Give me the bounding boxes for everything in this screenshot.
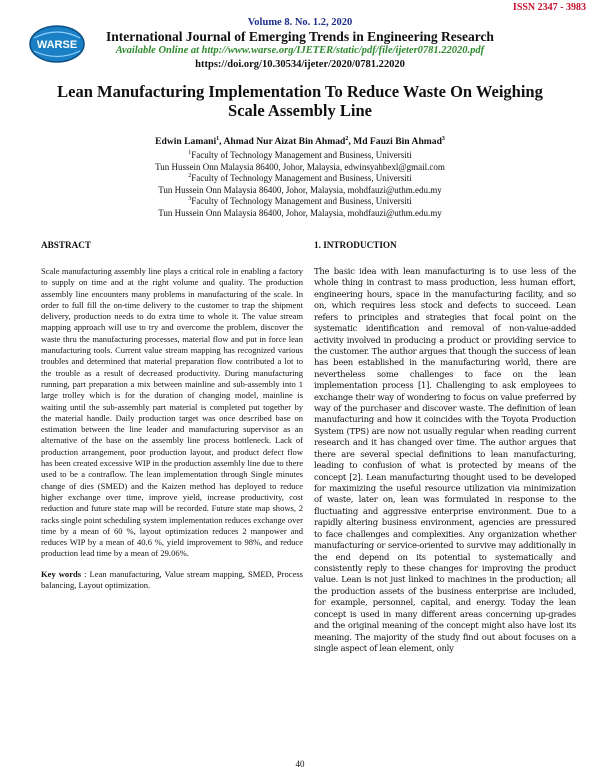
affiliations: [40, 150, 560, 220]
affiliation-text: Faculty of Technology Management and Business, Universiti: [191, 150, 412, 160]
affiliation-sup: 1: [188, 150, 192, 156]
affiliation-line: Tun Hussein Onn Malaysia 86400, Johor, Malaysia, edwinsyahbexl@gmail.com: [155, 161, 445, 172]
author-sup: 2: [345, 135, 349, 142]
affiliation-text: Faculty of Technology Management and Business, Universiti: [191, 196, 412, 207]
author-sup: 1: [216, 135, 220, 142]
abstract-heading: ABSTRACT: [41, 240, 92, 250]
affiliation-line: [40, 150, 560, 162]
affiliation-line: [40, 173, 560, 185]
affiliation-line: Tun Hussein Onn Malaysia 86400, Johor, Malaysia, mohdfauzi@uthm.edu.my: [158, 207, 442, 218]
volume-label: Volume 8. No. 1.2, 2020: [247, 17, 353, 28]
author-name: Ahmad Nur Aizat Bin Ahmad: [223, 136, 346, 147]
availability-link[interactable]: Available Online at http://www.warse.org/IJETER/static/pdf/file/ijeter0781.22020.pdf: [115, 45, 485, 56]
author-sup: 3: [441, 135, 445, 142]
doi-link[interactable]: https://doi.org/10.30534/ijeter/2020/0781.22020: [195, 59, 405, 70]
author-name: Md Fauzi Bin Ahmad: [353, 136, 442, 147]
keywords: [41, 569, 303, 592]
right-column: [314, 240, 576, 654]
abstract-text: Scale manufacturing assembly line plays a critical role in enabling a factory to supply on time and at the right volume and quality. The production assembly line encounters many problems in manufacturing of the scale. In order to full fill the on-time delivery to the customer to trap the shipment delivery, production needs to do extra time to whole it. The value stream mapping approach will use to try and overcome the problem, discover the waste thru the manufacturing processes, material flow and put in force lean manufacturing tools. Current value stream mapping has recognized various troubles and determined that material preparation flow contributed a lot to the trouble as a result of decreased productivity. During manufacturing running, part preparation a mix between mainline and sub-assembly into 1 large trolley which is for the duration of changing model, mainline is waiting until the sub-assembly part material is completed put together by the material handle. Daily production target was once described base on estimation between the line leader and manufacturing supervisor as an alternative of the base on the assembly line process bottleneck. Lack of production arrangement, poor production layout, and product defect flow has been created excessive WIP in the production assembly line due to there used to be a contraflow. The lean implementation through Single minutes change of dies (SMED) and the Kaizen method has deployed to reduce higher exchange over time, improve yield, increase productivity, cost reduction and future state map will be recorded. Future state map shows, 2 racks single point scheduling system implementation reduces exchange over time by a mean of 60 %, layout optimization reduces 2 manpower and reduces WIP by a mean of 40.6 %, yield improvement to 98%, and reduce production lead time by a mean of 29.06%.: [41, 266, 303, 559]
affiliation-text: Faculty of Technology Management and Business, Universiti: [191, 173, 412, 184]
issn-label: ISSN 2347 - 3983: [512, 2, 586, 13]
keywords-text: : Lean manufacturing, Value stream mapping, SMED, Process balancing, Layout optimization.: [41, 568, 304, 591]
journal-title: International Journal of Emerging Trends in Engineering Research: [106, 29, 494, 44]
logo-text: WARSE: [36, 39, 78, 51]
author-name: Edwin Lamani: [155, 136, 217, 147]
affiliation-line: [40, 196, 560, 208]
introduction-heading: 1. INTRODUCTION: [314, 240, 397, 250]
paper-title: Lean Manufacturing Implementation To Reduce Waste On Weighing Scale Assembly Line: [57, 82, 543, 120]
affiliation-sup: 2: [188, 173, 192, 180]
introduction-text: The basic idea with lean manufacturing is to use less of the whole thing in contrast to mass production, less human effort, engineering hours, space in the manufacturing facility, and so on, which requires less stock and defects to succeed. Lean refers to principles and strategies that focal point on the systematic identification and removal of non-value-added activity involved in producing a product or providing service to the customer. The author argues that though the success of lean has been established in the manufacturing world, there are nevertheless some challenges to face on the lean implementation process [1]. Challenging to ask employees to exchange their way of wondering to focus on value preferred by way of the purchaser and discover waste. The definition of lean manufacturing and how it coincides with the Toyota Production System (TPS) are now not usually regular when reading current research and it has changed over time. The author argues that there are several special definitions to lean manufacturing, leading to confusion of what is protected by means of the concept [2]. Lean manufacturing thought used to be developed for maximizing the useful resource utilization via minimization of waste, later on, lean was formulated in response to the fluctuating and aggressive enterprise environment. Due to a rapidly altering business environment, agencies are pressured to face challenges and complexities. Any organization whether manufacturing or service-oriented to survive may additionally in the end depend on its potential to systematically and consistently reply to these changes for improving the product value. Lean is not just linked to machines in the production; all the production assets of the business enterprise are included, for example, personnel, capital, and energy. Today the lean concept is used in many different areas concerning up-grades and the original meaning of the concept might also have lost its meaning. The majority of the study find out about focuses on a single aspect of lean element, only: [314, 266, 576, 653]
author-list: Edwin Lamani$^1$, Ahmad Nur Aizat Bin Ahmad$^2$, Md Fauzi Bin Ahmad$^3$: [155, 135, 445, 147]
affiliation-sup: 3: [188, 196, 192, 203]
page-number: 40: [295, 759, 305, 769]
affiliation-line: Tun Hussein Onn Malaysia 86400, Johor, Malaysia, mohdfauzi@uthm.edu.my: [158, 184, 442, 195]
left-column: [41, 240, 303, 591]
keywords-label: Key words: [41, 568, 82, 579]
